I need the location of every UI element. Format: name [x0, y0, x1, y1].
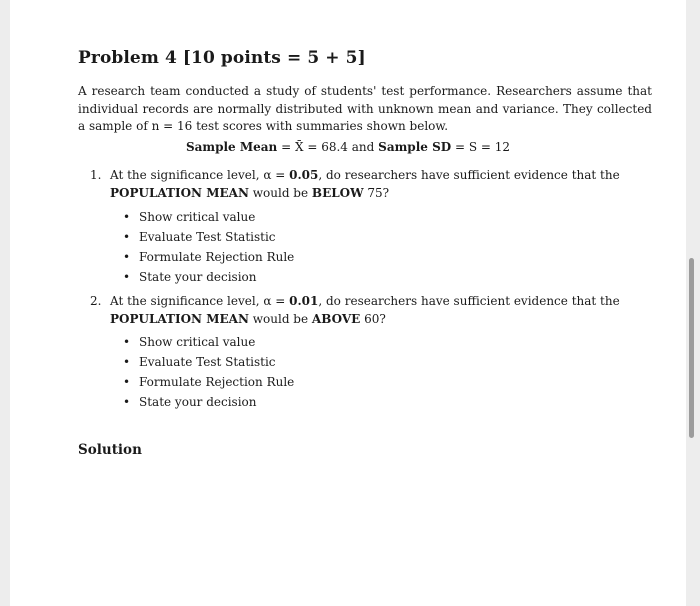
question-prefix: At the significance level, α =	[110, 294, 286, 308]
question-prefix: At the significance level, α =	[110, 168, 286, 182]
sd-expression: = S = 12	[454, 140, 511, 154]
list-item: • Formulate Rejection Rule	[123, 372, 294, 392]
bullet-icon: •	[123, 355, 131, 369]
sd-label: Sample SD	[378, 140, 452, 154]
direction-word: ABOVE	[311, 311, 361, 326]
problem-title: Problem 4 [10 points = 5 + 5]	[78, 48, 366, 68]
and-word: and	[351, 140, 375, 154]
list-item: • State your decision	[123, 392, 294, 412]
question-2-tasks	[123, 332, 294, 412]
solution-heading: Solution	[78, 442, 142, 458]
question-number: 2.	[90, 294, 102, 308]
bullet-icon: •	[123, 335, 131, 349]
list-item: • Evaluate Test Statistic	[123, 227, 294, 247]
hypothesis-value: 60?	[364, 311, 386, 326]
question-1	[90, 167, 652, 202]
question-middle: , do researchers have sufficient evidence that the	[318, 294, 620, 308]
bullet-icon: •	[123, 250, 131, 264]
question-middle: , do researchers have sufficient evidence that the	[318, 168, 620, 182]
list-item: • Show critical value	[123, 332, 294, 352]
mean-label: Sample Mean	[185, 140, 278, 154]
question-2	[90, 293, 652, 328]
alpha-value: 0.01	[289, 294, 319, 308]
sample-summary	[10, 140, 686, 154]
alpha-value: 0.05	[289, 168, 319, 182]
list-item: • State your decision	[123, 267, 294, 287]
hypothesis-value: 75?	[367, 185, 390, 200]
bullet-icon: •	[123, 270, 131, 284]
mean-expression: = X̄ = 68.4	[281, 140, 348, 154]
list-item: • Show critical value	[123, 207, 294, 227]
list-item: • Formulate Rejection Rule	[123, 247, 294, 267]
direction-word: BELOW	[311, 185, 364, 200]
bullet-icon: •	[123, 210, 131, 224]
question-1-tasks	[123, 207, 294, 287]
question-number: 1.	[90, 168, 102, 182]
would-be-text: would be	[252, 311, 309, 326]
problem-intro: A research team conducted a study of students' test performance. Researchers assume that individual records are normally distributed with unknown mean and variance. They collected a sample of n = 16 test scores with summaries shown below.	[78, 84, 652, 133]
bullet-icon: •	[123, 230, 131, 244]
population-mean-label: POPULATION MEAN	[110, 185, 249, 200]
bullet-icon: •	[123, 395, 131, 409]
list-item: • Evaluate Test Statistic	[123, 352, 294, 372]
population-mean-label: POPULATION MEAN	[110, 311, 249, 326]
would-be-text: would be	[252, 185, 309, 200]
bullet-icon: •	[123, 375, 131, 389]
document-page	[10, 0, 686, 606]
vertical-scrollbar[interactable]	[689, 258, 694, 438]
